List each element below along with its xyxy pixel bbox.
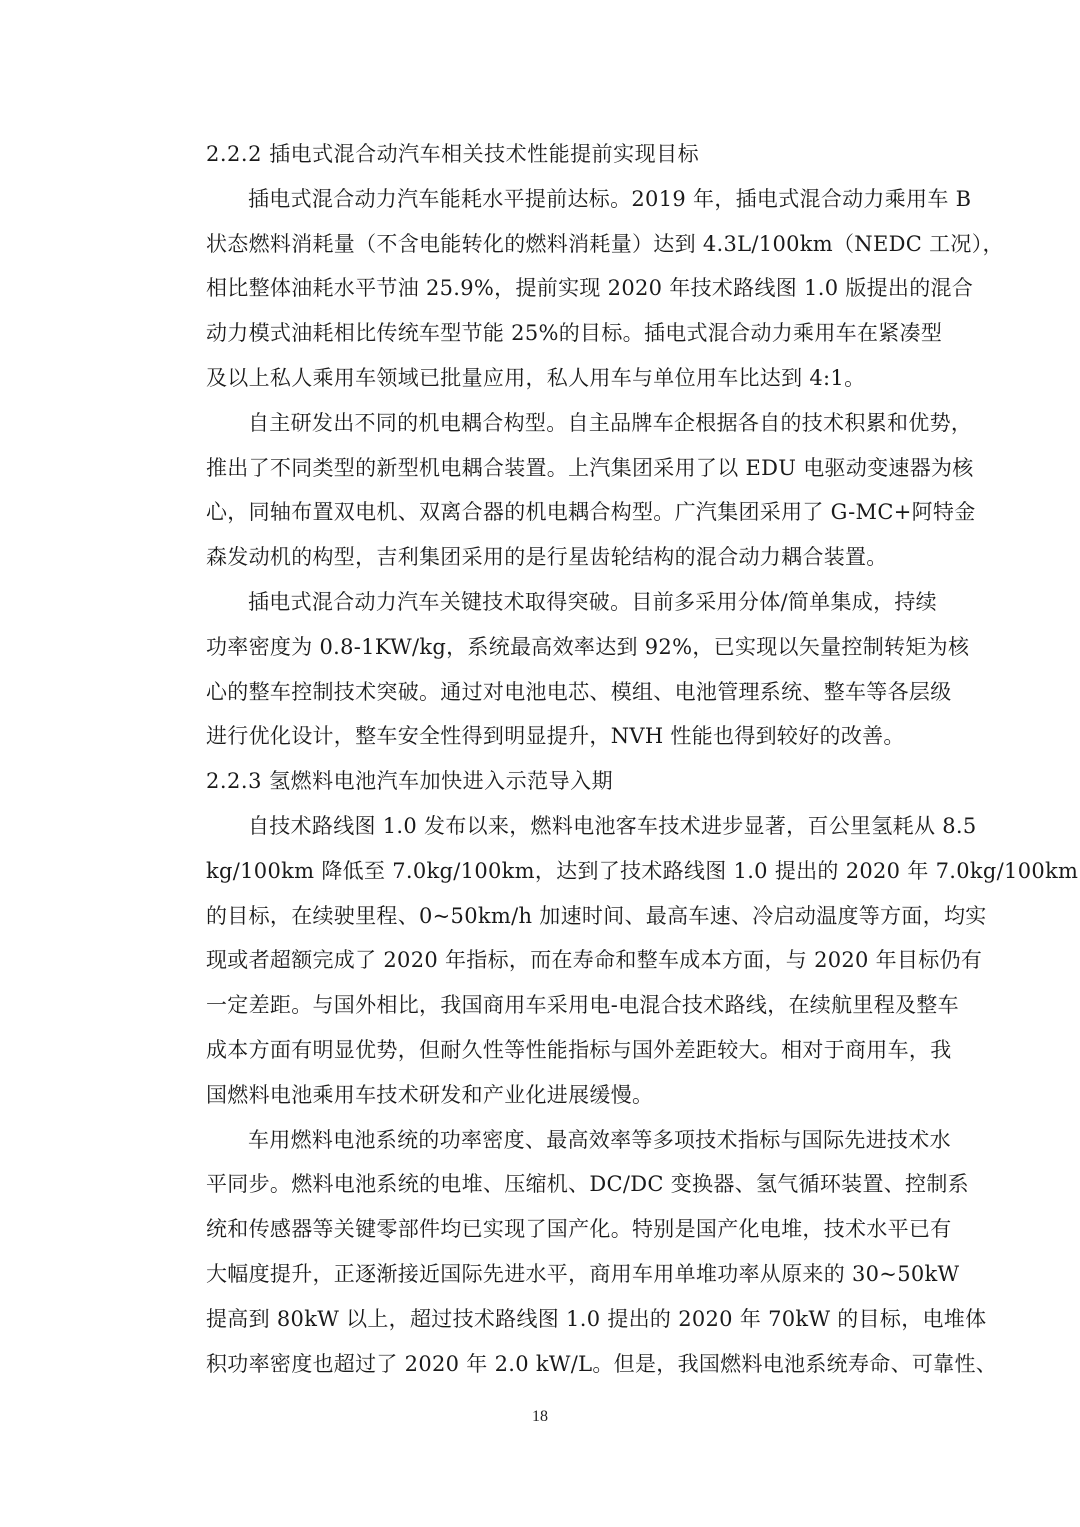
paragraph (164, 401, 976, 580)
paragraph (164, 177, 1004, 401)
text-line: 统和传感器等关键零部件均已实现了国产化。特别是国产化电堆，技术水平已有 (206, 1217, 952, 1242)
section-heading-2-2-2: 2.2.2 插电式混合动汽车相关技术性能提前实现目标 (206, 142, 700, 166)
text-line: 成本方面有明显优势，但耐久性等性能指标与国外差距较大。相对于商用车，我 (206, 1037, 952, 1062)
page-body (164, 132, 1079, 1386)
section-2-2-3-body (164, 804, 1079, 1386)
page-number: 18 (532, 1408, 548, 1425)
text-line: 自主研发出不同的机电耦合构型。自主品牌车企根据各自的技术积累和优势， (248, 410, 973, 435)
text-line: 状态燃料消耗量（不含电能转化的燃料消耗量）达到 4.3L/100km（NEDC 工况）， (206, 231, 1004, 256)
section-heading-2-2-3: 2.2.3 氢燃料电池汽车加快进入示范导入期 (206, 769, 614, 794)
text-line: 车用燃料电池系统的功率密度、最高效率等多项技术指标与国际先进技术水 (248, 1127, 951, 1152)
text-line: 插电式混合动力汽车能耗水平提前达标。2019 年，插电式混合动力乘用车 B (248, 186, 972, 211)
section-2-2-2-body (164, 177, 1004, 759)
text-line: 推出了不同类型的新型机电耦合装置。上汽集团采用了以 EDU 电驱动变速器为核 (206, 455, 974, 480)
text-line: 心，同轴布置双电机、双离合器的机电耦合构型。广汽集团采用了 G-MC+阿特金 (206, 500, 976, 525)
text-line: 的目标，在续驶里程、0~50km/h 加速时间、最高车速、冷启动温度等方面，均实 (206, 903, 987, 928)
text-line: 自技术路线图 1.0 发布以来，燃料电池客车技术进步显著，百公里氢耗从 8.5 (248, 813, 977, 838)
text-line: kg/100km 降低至 7.0kg/100km，达到了技术路线图 1.0 提出的 2020 年 7.0kg/100km (206, 858, 1079, 883)
text-line: 积功率密度也超过了 2020 年 2.0 kW/L。但是，我国燃料电池系统寿命、可靠性、 (206, 1351, 998, 1376)
paragraph (164, 580, 970, 759)
text-line: 功率密度为 0.8-1KW/kg，系统最高效率达到 92%，已实现以矢量控制转矩为核 (206, 634, 970, 659)
text-line: 国燃料电池乘用车技术研发和产业化进展缓慢。 (206, 1082, 654, 1107)
text-line: 现或者超额完成了 2020 年指标，而在寿命和整车成本方面，与 2020 年目标仍有 (206, 948, 983, 973)
text-line: 及以上私人乘用车领域已批量应用，私人用车与单位用车比达到 4:1。 (206, 365, 866, 390)
text-line: 动力模式油耗相比传统车型节能 25%的目标。插电式混合动力乘用车在紧凑型 (206, 321, 943, 346)
text-line: 进行优化设计，整车安全性得到明显提升，NVH 性能也得到较好的改善。 (206, 724, 905, 749)
text-line: 森发动机的构型，吉利集团采用的是行星齿轮结构的混合动力耦合装置。 (206, 545, 888, 570)
paragraph (164, 804, 1079, 1118)
text-line: 一定差距。与国外相比，我国商用车采用电-电混合技术路线，在续航里程及整车 (206, 993, 959, 1018)
text-line: 提高到 80kW 以上，超过技术路线图 1.0 提出的 2020 年 70kW 的目标，电堆体 (206, 1306, 987, 1331)
paragraph (164, 1118, 998, 1387)
text-line: 相比整体油耗水平节油 25.9%，提前实现 2020 年技术路线图 1.0 版提出的混合 (206, 276, 974, 301)
text-line: 心的整车控制技术突破。通过对电池电芯、模组、电池管理系统、整车等各层级 (206, 679, 952, 704)
text-line: 平同步。燃料电池系统的电堆、压缩机、DC/DC 变换器、氢气循环装置、控制系 (206, 1172, 969, 1197)
text-line: 插电式混合动力汽车关键技术取得突破。目前多采用分体/简单集成，持续 (248, 589, 937, 614)
text-line: 大幅度提升，正逐渐接近国际先进水平，商用车用单堆功率从原来的 30~50kW (206, 1261, 960, 1286)
